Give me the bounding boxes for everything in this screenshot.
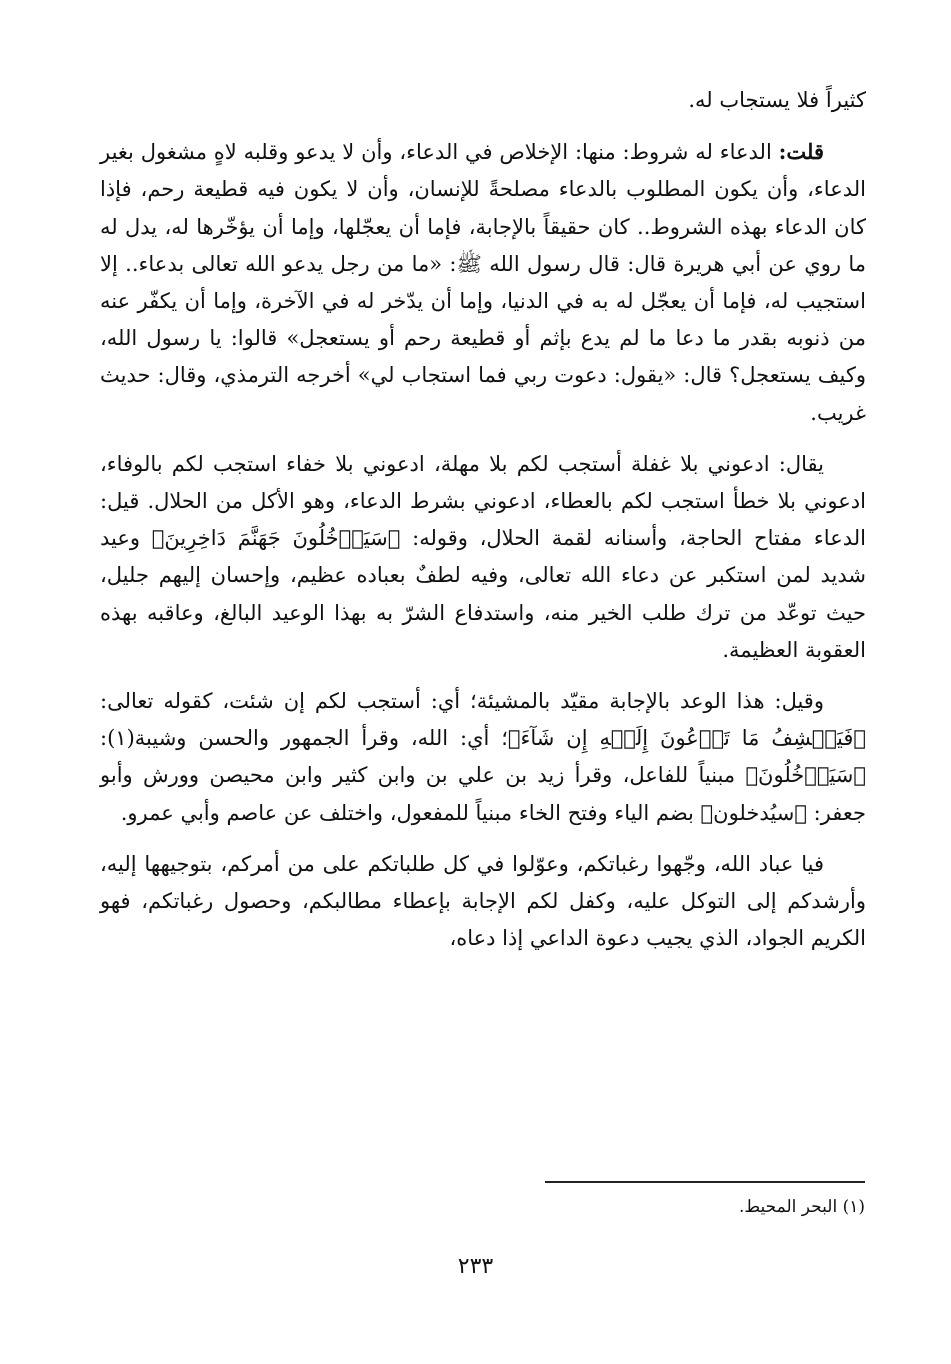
paragraph-5-text: فيا عباد الله، وجّهوا رغباتكم، وعوّلوا في كل طلباتكم على من أمركم، بتوجيهها إليه، وأرشدكم إلى التوكل عليه، وكفل لكم الإجابة بإعطاء مطالبكم، وحصول رغباتكم، فهو الكريم الجواد، الذي يجيب دعوة الداعي إذا دعاه،	[100, 851, 866, 951]
main-text	[100, 82, 866, 957]
paragraph-3	[100, 446, 866, 669]
paragraph-4-text: وقيل: هذا الوعد بالإجابة مقيّد بالمشيئة؛ أي: أستجب لكم إن شئت، كقوله تعالى: ﴿فَيَكۡشِفُ مَا تَدۡعُونَ إِلَيۡهِ إِن شَآءَ﴾؛ أي: الله، وقرأ الجمهور والحسن وشيبة(١): ﴿سَيَدۡخُلُونَ﴾ مبنياً للفاعل، وقرأ زيد بن علي بن وابن كثير وابن محيصن وورش وأبو جعفر: ﴿سيُدخلون﴾ بضم الياء وفتح الخاء مبنياً للمفعول، واختلف عن عاصم وأبي عمرو.	[100, 689, 866, 825]
paragraph-5	[100, 846, 866, 958]
footnote-separator	[545, 1181, 865, 1183]
paragraph-1-text: كثيراً فلا يستجاب له.	[688, 88, 866, 112]
paragraph-4	[100, 683, 866, 832]
paragraph-3-text: يقال: ادعوني بلا غفلة أستجب لكم بلا مهلة، ادعوني بلا خفاء استجب لكم بالوفاء، ادعوني بلا خطأ استجب لكم بالعطاء، ادعوني بشرط الدعاء، وهو الأكل من الحلال. قيل: الدعاء مفتاح الحاجة، وأسنانه لقمة الحلال، وقوله: ﴿سَيَدۡخُلُونَ جَهَنَّمَ دَاخِرِينَ﴾ وعيد شديد لمن استكبر عن دعاء الله تعالى، وفيه لطفٌ بعباده عظيم، وإحسان إليهم جليل، حيث توعّد من ترك طلب الخير منه، واستدفاع الشرّ به بهذا الوعيد البالغ، وعاقبه بهذه العقوبة العظيمة.	[100, 451, 866, 662]
page-number: ٢٣٣	[457, 1254, 494, 1279]
footnote: (١) البحر المحيط.	[739, 1197, 865, 1217]
paragraph-2-text: الدعاء له شروط: منها: الإخلاص في الدعاء، وأن لا يدعو وقلبه لاهٍ مشغول بغير الدعاء، وأن يكون المطلوب بالدعاء مصلحةً للإنسان، وأن لا يكون فيه قطيعة رحم، فإذا كان الدعاء بهذه الشروط.. كان حقيقاً بالإجابة، فإما أن يعجّلها، وإما أن يؤخّرها له، يدل له ما روي عن أبي هريرة قال: قال رسول الله ﷺ: «ما من رجل يدعو الله تعالى بدعاء.. إلا استجيب له، فإما أن يعجّل له به في الدنيا، وإما أن يدّخر له في الآخرة، وإما أن يكفّر عنه من ذنوبه بقدر ما دعا ما لم يدع بإثم أو قطيعة رحم أو يستعجل» قالوا: يا رسول الله، وكيف يستعجل؟ قال: «يقول: دعوت ربي فما استجاب لي» أخرجه الترمذي، وقال: حديث غريب.	[100, 140, 866, 425]
paragraph-2-lead: قلت:	[778, 139, 824, 165]
paragraph-1	[100, 82, 866, 119]
paragraph-2	[100, 133, 866, 432]
